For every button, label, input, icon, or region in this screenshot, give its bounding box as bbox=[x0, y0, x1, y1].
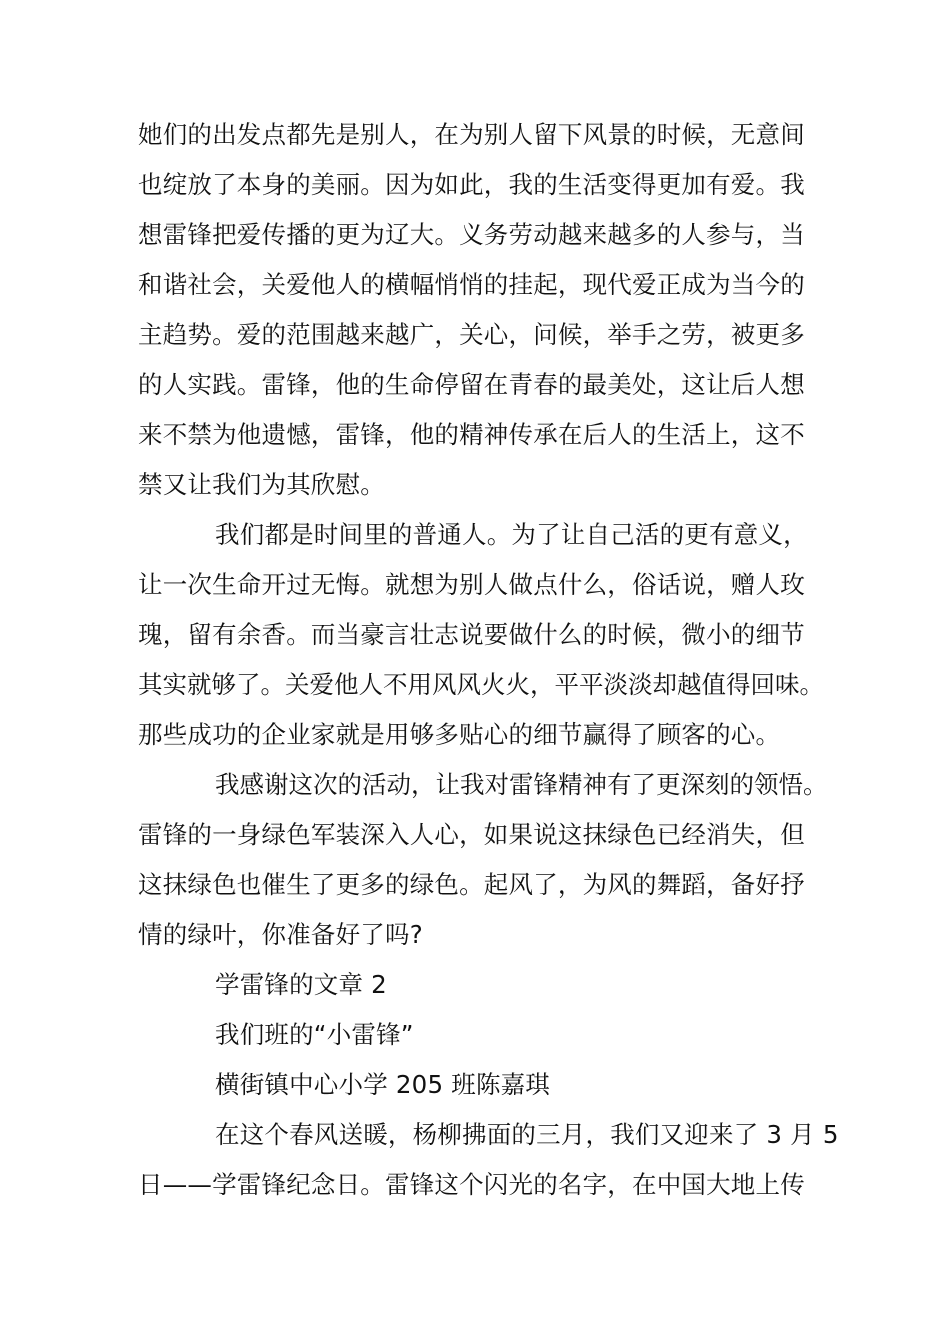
paragraph-4 bbox=[138, 1110, 838, 1210]
text-line: 禁又让我们为其欣慰。 bbox=[138, 470, 385, 499]
text-line: 雷锋的一身绿色军装深入人心，如果说这抹绿色已经消失，但 bbox=[138, 820, 805, 849]
text-line: 其实就够了。关爱他人不用风风火火，平平淡淡却越值得回味。 bbox=[138, 670, 824, 699]
paragraph-3 bbox=[138, 760, 838, 960]
text-line: 她们的出发点都先是别人，在为别人留下风景的时候，无意间 bbox=[138, 120, 805, 149]
text-line: 我们都是时间里的普通人。为了让自己活的更有意义， bbox=[215, 520, 808, 549]
text-line: 主趋势。爱的范围越来越广，关心，问候，举手之劳，被更多 bbox=[138, 320, 805, 349]
article-author: 横街镇中心小学 205 班陈嘉琪 bbox=[215, 1070, 551, 1099]
text-line: 日——学雷锋纪念日。雷锋这个闪光的名字，在中国大地上传 bbox=[138, 1170, 805, 1199]
text-line: 想雷锋把爱传播的更为辽大。义务劳动越来越多的人参与，当 bbox=[138, 220, 805, 249]
paragraph-1 bbox=[138, 110, 838, 510]
text-line: 让一次生命开过无悔。就想为别人做点什么，俗话说，赠人玫 bbox=[138, 570, 805, 599]
article-subtitle: 我们班的“小雷锋” bbox=[215, 1020, 414, 1049]
text-line: 的人实践。雷锋，他的生命停留在青春的最美处，这让后人想 bbox=[138, 370, 805, 399]
document-body bbox=[138, 110, 838, 1210]
text-line: 那些成功的企业家就是用够多贴心的细节赢得了顾客的心。 bbox=[138, 720, 781, 749]
article-heading bbox=[138, 960, 838, 1010]
paragraph-2 bbox=[138, 510, 838, 760]
article-author-block bbox=[138, 1060, 838, 1110]
text-line: 这抹绿色也催生了更多的绿色。起风了，为风的舞蹈，备好抒 bbox=[138, 870, 805, 899]
text-line: 来不禁为他遗憾，雷锋，他的精神传承在后人的生活上，这不 bbox=[138, 420, 805, 449]
text-line: 和谐社会，关爱他人的横幅悄悄的挂起，现代爱正成为当今的 bbox=[138, 270, 805, 299]
article-subtitle-block bbox=[138, 1010, 838, 1060]
text-line: 在这个春风送暖，杨柳拂面的三月，我们又迎来了 3 月 5 bbox=[215, 1120, 839, 1149]
text-line: 瑰，留有余香。而当豪言壮志说要做什么的时候，微小的细节 bbox=[138, 620, 805, 649]
article-title: 学雷锋的文章 2 bbox=[215, 970, 387, 999]
text-line: 我感谢这次的活动，让我对雷锋精神有了更深刻的领悟。 bbox=[215, 770, 828, 799]
text-line: 情的绿叶，你准备好了吗? bbox=[138, 920, 423, 949]
text-line: 也绽放了本身的美丽。因为如此，我的生活变得更加有爱。我 bbox=[138, 170, 805, 199]
